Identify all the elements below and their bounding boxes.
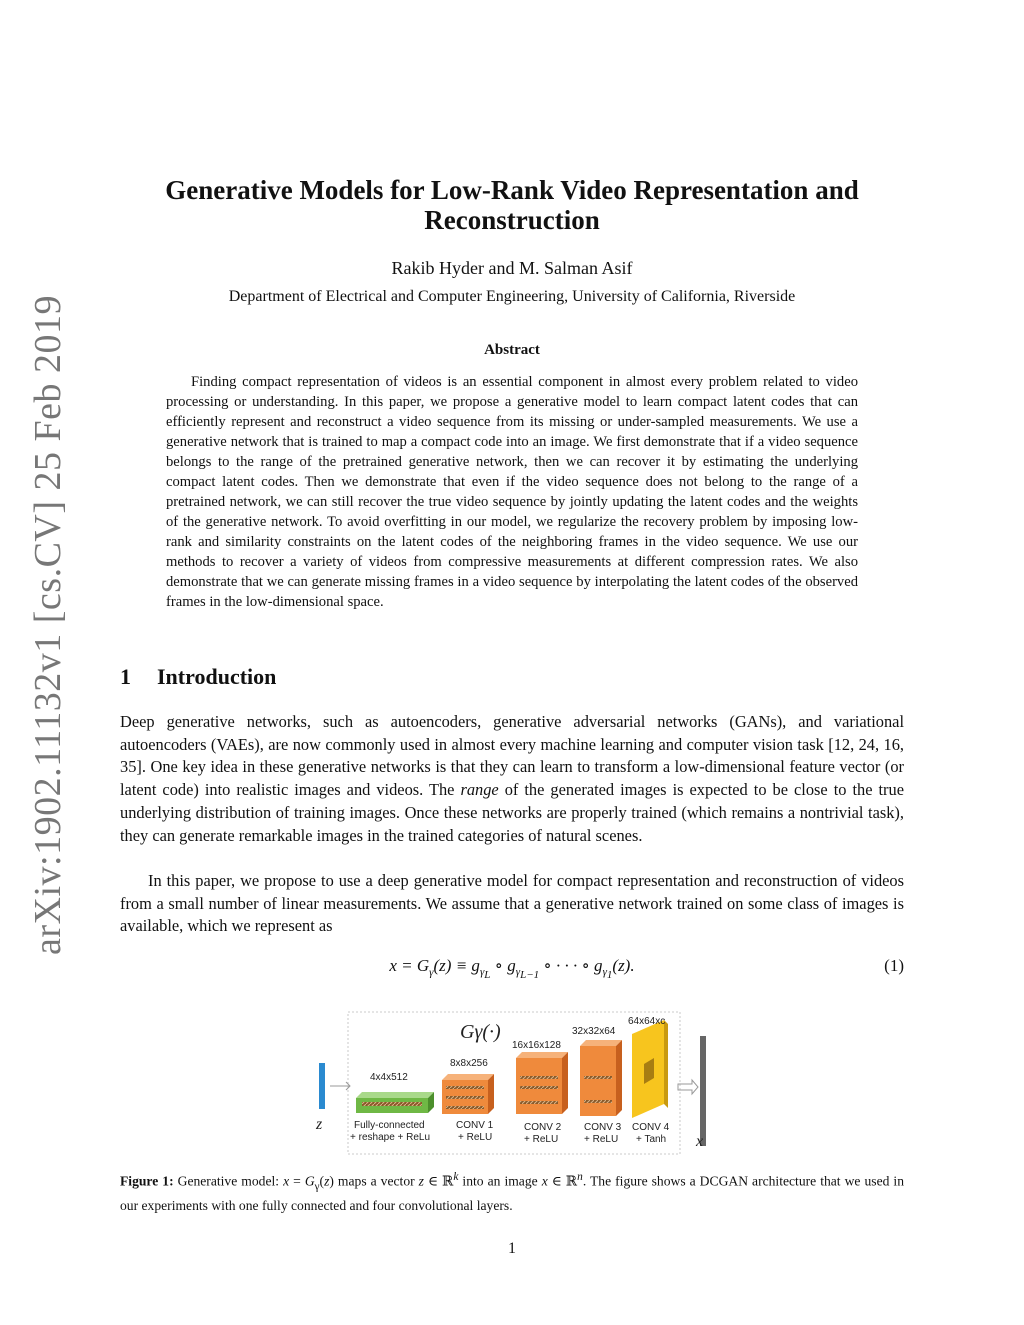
g-gamma-label: Gγ(·) [460,1021,501,1043]
layer-conv1-label-2: + ReLU [458,1132,493,1143]
layer-conv2-block [516,1052,568,1114]
affiliation: Department of Electrical and Computer Engineering, University of California, Riverside [228,288,796,305]
emphasis-range: range [460,780,499,800]
layer-conv4-label-1: CONV 4 [632,1122,670,1133]
figure-caption: Figure 1: Generative model: $x = G_\gamma(z)$ maps a vector z ∈ ℝ$^k$ into an image x ∈ ℝ$^n$. The figure shows a DCGAN architecture that we used in our experiments with one fully connected and four convolutional layers. [120,1171,904,1214]
layer-conv2-label-2: + ReLU [524,1134,559,1145]
intro-paragraph-2: In this paper, we propose to use a deep generative model for compact representation and reconstruction of videos from a small number of linear measurements. We assume that a generative network trained on some class of images is available, which we represent as [120,871,904,936]
section-number: 1 [120,664,131,689]
layer-fc-block [356,1092,434,1113]
layer-conv4-label-2: + Tanh [636,1134,667,1145]
output-image-x [700,1036,706,1146]
layer-fc-size: 4x4x512 [370,1072,408,1083]
arrow-output [678,1080,698,1094]
layer-conv3-label-2: + ReLU [584,1134,619,1145]
layer-conv2-label-1: CONV 2 [524,1122,562,1133]
authors: Rakib Hyder and M. Salman Asif [391,258,633,278]
dcgan-figure [310,1008,722,1158]
layer-conv3-block [580,1040,622,1116]
z-label: z [316,1116,323,1133]
layer-conv4-size: 64x64xc [628,1016,666,1027]
layer-conv1-label-1: CONV 1 [456,1120,494,1131]
section-heading [120,664,276,690]
layer-conv1-block [442,1074,494,1114]
equation-body: $x = G_\gamma(z) \equiv g_{\gamma_L}$ ∘ $g_{\gamma_{L-1}}$ ∘ · · · ∘ $g_{\gamma_1}(z)$. [389,956,635,982]
layer-conv1-size: 8x8x256 [450,1058,488,1069]
arxiv-identifier: arXiv:1902.11132v1 [cs.CV] 25 Feb 2019 [27,294,69,955]
paper-title: Generative Models for Low-Rank Video Representation and Reconstruction [165,175,859,235]
equation-number: (1) [884,956,904,975]
latent-z-vector [319,1063,325,1109]
layer-conv2-size: 16x16x128 [512,1040,561,1051]
layer-conv4-block [632,1020,668,1118]
layer-conv3-size: 32x32x64 [572,1026,616,1037]
layer-conv3-label-1: CONV 3 [584,1122,622,1133]
abstract-heading: Abstract [484,342,540,358]
intro-paragraph-1: Deep generative networks, such as autoencoders, generative adversarial networks (GANs), and variational autoencoders (VAEs), are now commonly used in almost every machine learning and computer vision task [12, 24, 16, 35]. One key idea in these generative networks is that they can learn to transform a low-dimensional feature vector (or latent code) into realistic images and videos. The range of the generated images is expected to be close to the true underlying distribution of training images. Once these networks are properly trained (which remains a nontrivial task), they can generate remarkable images in the trained categories of natural scenes. [120,712,904,845]
equation-1 [120,956,904,982]
arrow-input [330,1082,350,1090]
abstract-text: Finding compact representation of videos is an essential component in almost every problem related to video processing or understanding. In this paper, we propose a generative model to learn compact latent codes that can efficiently represent and reconstruct a video sequence from its missing or under-sampled measurements. We use a generative network that is trained to map a compact code into an image. We first demonstrate that if a video sequence belongs to the range of the pretrained generative network, then we can recover it by estimating the underlying compact latent codes. Then we demonstrate that even if the video sequence does not belong to the range of a pretrained network, we can still recover the true video sequence by jointly updating the latent codes and the weights of the generative network. To avoid overfitting in our model, we regularize the recovery problem by imposing low-rank and similarity constraints on the latent codes of the neighboring frames in the video sequence. We use our methods to recover a variety of videos from compressive measurements at different compression rates. We also demonstrate that we can generate missing frames in a video sequence by interpolating the latent codes of the observed frames in the low-dimensional space. [166,374,858,610]
section-title: Introduction [157,664,277,689]
layer-fc-label-1: Fully-connected [354,1120,425,1131]
page-number: 1 [508,1240,516,1257]
x-label: x [696,1133,704,1150]
figure-label: Figure 1: [120,1173,174,1189]
layer-fc-label-2: + reshape + ReLu [350,1132,431,1143]
